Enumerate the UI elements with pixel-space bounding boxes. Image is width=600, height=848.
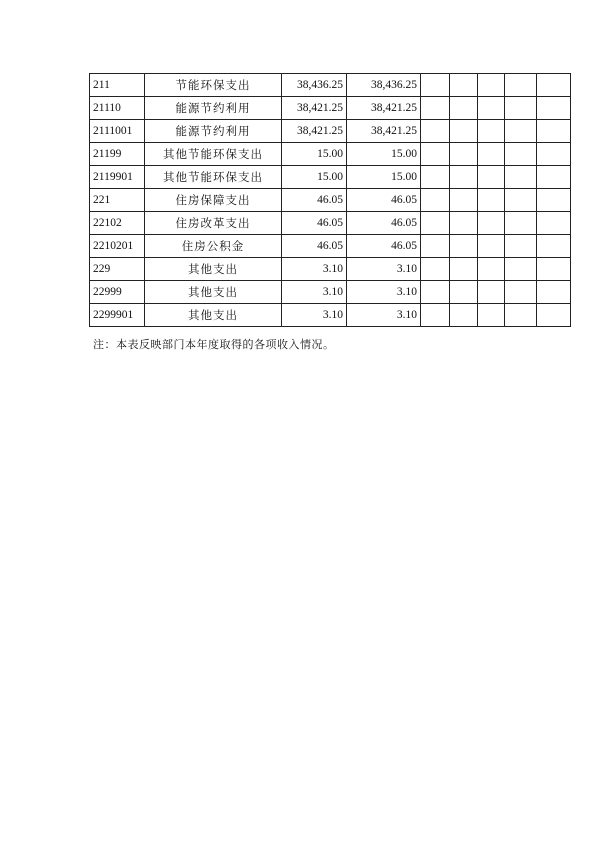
empty-cell	[505, 74, 537, 97]
empty-cell	[421, 97, 450, 120]
empty-cell	[421, 258, 450, 281]
subject-code-cell: 21199	[90, 143, 145, 166]
subject-name-cell: 能源节约利用	[145, 120, 282, 143]
empty-cell	[537, 235, 571, 258]
empty-cell	[537, 189, 571, 212]
empty-cell	[478, 304, 505, 327]
empty-cell	[450, 120, 478, 143]
empty-cell	[450, 74, 478, 97]
empty-cell	[505, 189, 537, 212]
empty-cell	[450, 304, 478, 327]
empty-cell	[478, 189, 505, 212]
subtotal-amount-cell: 46.05	[347, 189, 421, 212]
empty-cell	[450, 281, 478, 304]
empty-cell	[421, 235, 450, 258]
empty-cell	[537, 143, 571, 166]
empty-cell	[505, 212, 537, 235]
table-row	[90, 143, 571, 166]
subject-name-cell: 住房公积金	[145, 235, 282, 258]
subject-name-cell: 住房保障支出	[145, 189, 282, 212]
subject-name-cell: 住房改革支出	[145, 212, 282, 235]
empty-cell	[421, 143, 450, 166]
table-row	[90, 304, 571, 327]
subject-code-cell: 21110	[90, 97, 145, 120]
empty-cell	[505, 258, 537, 281]
total-amount-cell: 38,421.25	[282, 120, 347, 143]
empty-cell	[537, 74, 571, 97]
empty-cell	[537, 97, 571, 120]
empty-cell	[450, 143, 478, 166]
empty-cell	[478, 143, 505, 166]
empty-cell	[505, 97, 537, 120]
empty-cell	[537, 120, 571, 143]
total-amount-cell: 38,421.25	[282, 97, 347, 120]
subject-code-cell: 2119901	[90, 166, 145, 189]
subject-code-cell: 211	[90, 74, 145, 97]
table-row	[90, 120, 571, 143]
subject-name-cell: 节能环保支出	[145, 74, 282, 97]
subtotal-amount-cell: 38,421.25	[347, 97, 421, 120]
income-table	[89, 73, 571, 327]
table-row	[90, 166, 571, 189]
empty-cell	[421, 166, 450, 189]
empty-cell	[421, 281, 450, 304]
total-amount-cell: 3.10	[282, 304, 347, 327]
empty-cell	[505, 304, 537, 327]
empty-cell	[505, 281, 537, 304]
empty-cell	[478, 74, 505, 97]
subject-name-cell: 其他支出	[145, 304, 282, 327]
empty-cell	[537, 212, 571, 235]
empty-cell	[537, 281, 571, 304]
table-row	[90, 189, 571, 212]
total-amount-cell: 38,436.25	[282, 74, 347, 97]
total-amount-cell: 46.05	[282, 189, 347, 212]
empty-cell	[478, 258, 505, 281]
subtotal-amount-cell: 3.10	[347, 258, 421, 281]
total-amount-cell: 15.00	[282, 166, 347, 189]
empty-cell	[505, 143, 537, 166]
subject-name-cell: 其他节能环保支出	[145, 166, 282, 189]
total-amount-cell: 3.10	[282, 258, 347, 281]
subtotal-amount-cell: 15.00	[347, 166, 421, 189]
empty-cell	[421, 74, 450, 97]
total-amount-cell: 46.05	[282, 235, 347, 258]
empty-cell	[505, 120, 537, 143]
table-body	[90, 74, 571, 327]
empty-cell	[421, 304, 450, 327]
subtotal-amount-cell: 3.10	[347, 304, 421, 327]
subject-code-cell: 221	[90, 189, 145, 212]
table-row	[90, 258, 571, 281]
subject-code-cell: 2111001	[90, 120, 145, 143]
subject-code-cell: 2210201	[90, 235, 145, 258]
table-row	[90, 281, 571, 304]
empty-cell	[478, 166, 505, 189]
empty-cell	[421, 120, 450, 143]
empty-cell	[478, 235, 505, 258]
empty-cell	[478, 281, 505, 304]
subject-code-cell: 229	[90, 258, 145, 281]
empty-cell	[537, 258, 571, 281]
subject-code-cell: 22102	[90, 212, 145, 235]
empty-cell	[450, 189, 478, 212]
empty-cell	[505, 235, 537, 258]
subject-name-cell: 能源节约利用	[145, 97, 282, 120]
table-row	[90, 212, 571, 235]
subject-code-cell: 2299901	[90, 304, 145, 327]
subtotal-amount-cell: 3.10	[347, 281, 421, 304]
subtotal-amount-cell: 38,436.25	[347, 74, 421, 97]
subject-name-cell: 其他节能环保支出	[145, 143, 282, 166]
subtotal-amount-cell: 15.00	[347, 143, 421, 166]
empty-cell	[478, 120, 505, 143]
empty-cell	[450, 212, 478, 235]
total-amount-cell: 15.00	[282, 143, 347, 166]
empty-cell	[450, 235, 478, 258]
empty-cell	[421, 212, 450, 235]
empty-cell	[450, 258, 478, 281]
empty-cell	[450, 97, 478, 120]
subtotal-amount-cell: 38,421.25	[347, 120, 421, 143]
empty-cell	[421, 189, 450, 212]
total-amount-cell: 46.05	[282, 212, 347, 235]
empty-cell	[537, 166, 571, 189]
empty-cell	[537, 304, 571, 327]
empty-cell	[478, 212, 505, 235]
table-row	[90, 74, 571, 97]
total-amount-cell: 3.10	[282, 281, 347, 304]
empty-cell	[478, 97, 505, 120]
subtotal-amount-cell: 46.05	[347, 235, 421, 258]
table-row	[90, 97, 571, 120]
subject-name-cell: 其他支出	[145, 281, 282, 304]
subject-code-cell: 22999	[90, 281, 145, 304]
empty-cell	[505, 166, 537, 189]
table-row	[90, 235, 571, 258]
table-note: 注：本表反映部门本年度取得的各项收入情况。	[93, 338, 335, 351]
subtotal-amount-cell: 46.05	[347, 212, 421, 235]
empty-cell	[450, 166, 478, 189]
subject-name-cell: 其他支出	[145, 258, 282, 281]
